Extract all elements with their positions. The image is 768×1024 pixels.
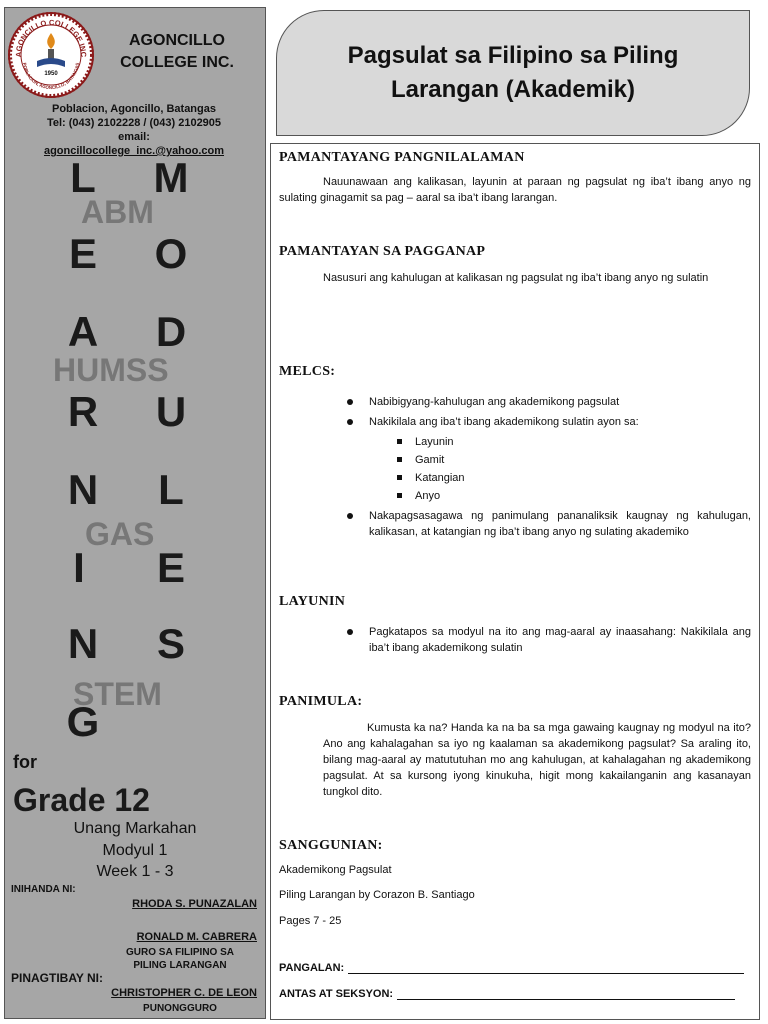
melc-sub-item: Katangian	[415, 470, 715, 486]
melcs-list-continued	[369, 508, 751, 540]
learning-letter: E	[68, 230, 97, 277]
preparer-name: RHODA S. PUNAZALAN	[132, 898, 257, 910]
melc-sub-item: Layunin	[415, 434, 715, 450]
content-standard-text: Nauunawaan ang kalikasan, layunin at paraan ng pagsulat ng iba’t ibang anyo ng sulating ginagamit sa pag – aaral sa iba’t ibang larangan.	[279, 176, 751, 204]
school-name-line-2: COLLEGE INC.	[120, 54, 234, 71]
name-label: PANGALAN:	[279, 962, 345, 974]
grade-level: Grade 12	[13, 782, 150, 818]
subject-title-box	[276, 10, 750, 136]
objectives-heading: LAYUNIN	[279, 594, 346, 609]
preparer-title-line: GURO SA FILIPINO SA	[126, 947, 234, 958]
strand-abm: ABM	[81, 194, 154, 230]
strand-humss: HUMSS	[53, 352, 169, 388]
content-standard-heading: PAMANTAYANG PANGNILALAMAN	[279, 150, 525, 165]
learning-letter: N	[67, 466, 99, 513]
preparer-title-line: PILING LARANGAN	[133, 960, 227, 971]
reference-item: Pages 7 - 25	[279, 915, 342, 927]
reference-item: Piling Larangan by Corazon B. Santiago	[279, 889, 475, 901]
melc-sub-item: Anyo	[415, 488, 715, 504]
subject-title-line-2: Larangan (Akademik)	[390, 76, 636, 103]
name-blank-line[interactable]	[348, 962, 744, 974]
telephone-line: Tel: (043) 2102228 / (043) 2102905	[46, 117, 222, 129]
seal-bottom-text: POBLACION, AGONCILLO, BATANGAS	[22, 62, 80, 91]
address-line: Poblacion, Agoncillo, Batangas	[51, 103, 216, 115]
objectives-list	[369, 624, 751, 656]
cover-sidebar	[4, 7, 266, 1019]
learning-letter: G	[66, 698, 100, 745]
intro-text: Kumusta ka na? Handa ka na ba sa mga gawaing kaugnay ng modyul na ito? Ano ang kahalagahan sa iyo ng kaalaman sa akademikong pagsulat? Sa araling ito, bilang mag-aaral ay matututuhan mo ang kahulugan, at kahalagahan ng akademikong pagsulat. At sa kursong iyong kinukuha, higit mong kakailanganin ang kasanayan tungkol dito.	[323, 722, 751, 798]
module-content	[270, 143, 760, 1020]
reference-item: Akademikong Pagsulat	[279, 864, 392, 876]
section-field	[279, 988, 735, 1000]
email-label: email:	[118, 131, 150, 143]
references-heading: SANGGUNIAN:	[279, 838, 383, 853]
modules-letter: L	[158, 466, 184, 513]
objective-item: Pagkatapos sa modyul na ito ang mag-aaral ay inaasahang: Nakikilala ang iba’t ibang akademikong sulatin	[369, 626, 751, 654]
preparer-name: RONALD M. CABRERA	[136, 931, 257, 943]
learning-letter: N	[67, 620, 99, 667]
melc-sub-item: Gamit	[415, 452, 715, 468]
intro-heading: PANIMULA:	[279, 694, 363, 709]
approver-name: CHRISTOPHER C. DE LEON	[111, 987, 257, 999]
strand-stem: STEM	[73, 676, 162, 712]
seal-top-text: AGONCILLO COLLEGE INC	[13, 17, 89, 58]
for-label: for	[13, 752, 37, 772]
melcs-list	[369, 394, 751, 430]
school-name-line-1: AGONCILLO	[129, 32, 225, 49]
week-label: Week 1 - 3	[96, 863, 174, 880]
melc-item: Nakikilala ang iba’t ibang akademikong sulatin ayon sa:	[369, 414, 751, 430]
learning-letter: A	[67, 308, 99, 355]
name-field	[279, 962, 744, 974]
modules-letter: M	[153, 154, 189, 201]
quarter-label: Unang Markahan	[73, 820, 197, 837]
learning-letter: L	[70, 154, 96, 201]
seal-year: 1950	[44, 71, 58, 77]
school-name	[97, 30, 257, 74]
modules-letter: E	[156, 544, 185, 591]
section-blank-line[interactable]	[397, 988, 735, 1000]
learning-letter: I	[73, 544, 85, 591]
modules-letter: D	[155, 308, 187, 355]
melc-item: Nabibigyang-kahulugan ang akademikong pagsulat	[369, 394, 751, 410]
school-seal-icon	[7, 11, 95, 99]
modules-letter: S	[156, 620, 185, 667]
performance-standard-text: Nasusuri ang kahulugan at kalikasan ng pagsulat ng iba’t ibang anyo ng sulatin	[323, 272, 709, 284]
modules-letter: O	[154, 230, 188, 277]
email-link[interactable]: agoncillocollege_inc.@yahoo.com	[43, 145, 225, 157]
melcs-heading: MELCS:	[279, 364, 336, 379]
modules-letter: U	[155, 388, 187, 435]
performance-standard-heading: PAMANTAYAN SA PAGGANAP	[279, 244, 486, 259]
subject-title-line-1: Pagsulat sa Filipino sa Piling	[347, 42, 679, 69]
learning-letter: R	[67, 388, 99, 435]
preparer-title	[105, 946, 255, 972]
strand-gas: GAS	[85, 516, 155, 552]
prepared-by-label: INIHANDA NI:	[11, 884, 76, 895]
email-line	[5, 130, 263, 158]
melc-item: Nakapagsasagawa ng panimulang pananaliksik kaugnay ng kahulugan, kalikasan, at katangian ng iba’t ibang anyo ng sulating akademiko	[369, 510, 751, 538]
subject-title	[348, 39, 679, 107]
melcs-sub-list	[415, 434, 715, 504]
approved-by-label: PINAGTIBAY NI:	[11, 971, 104, 985]
section-label: ANTAS AT SEKSYON:	[279, 988, 394, 1000]
approver-title: PUNONGGURO	[143, 1003, 217, 1014]
school-address	[5, 102, 263, 158]
module-label: Modyul 1	[102, 842, 168, 859]
